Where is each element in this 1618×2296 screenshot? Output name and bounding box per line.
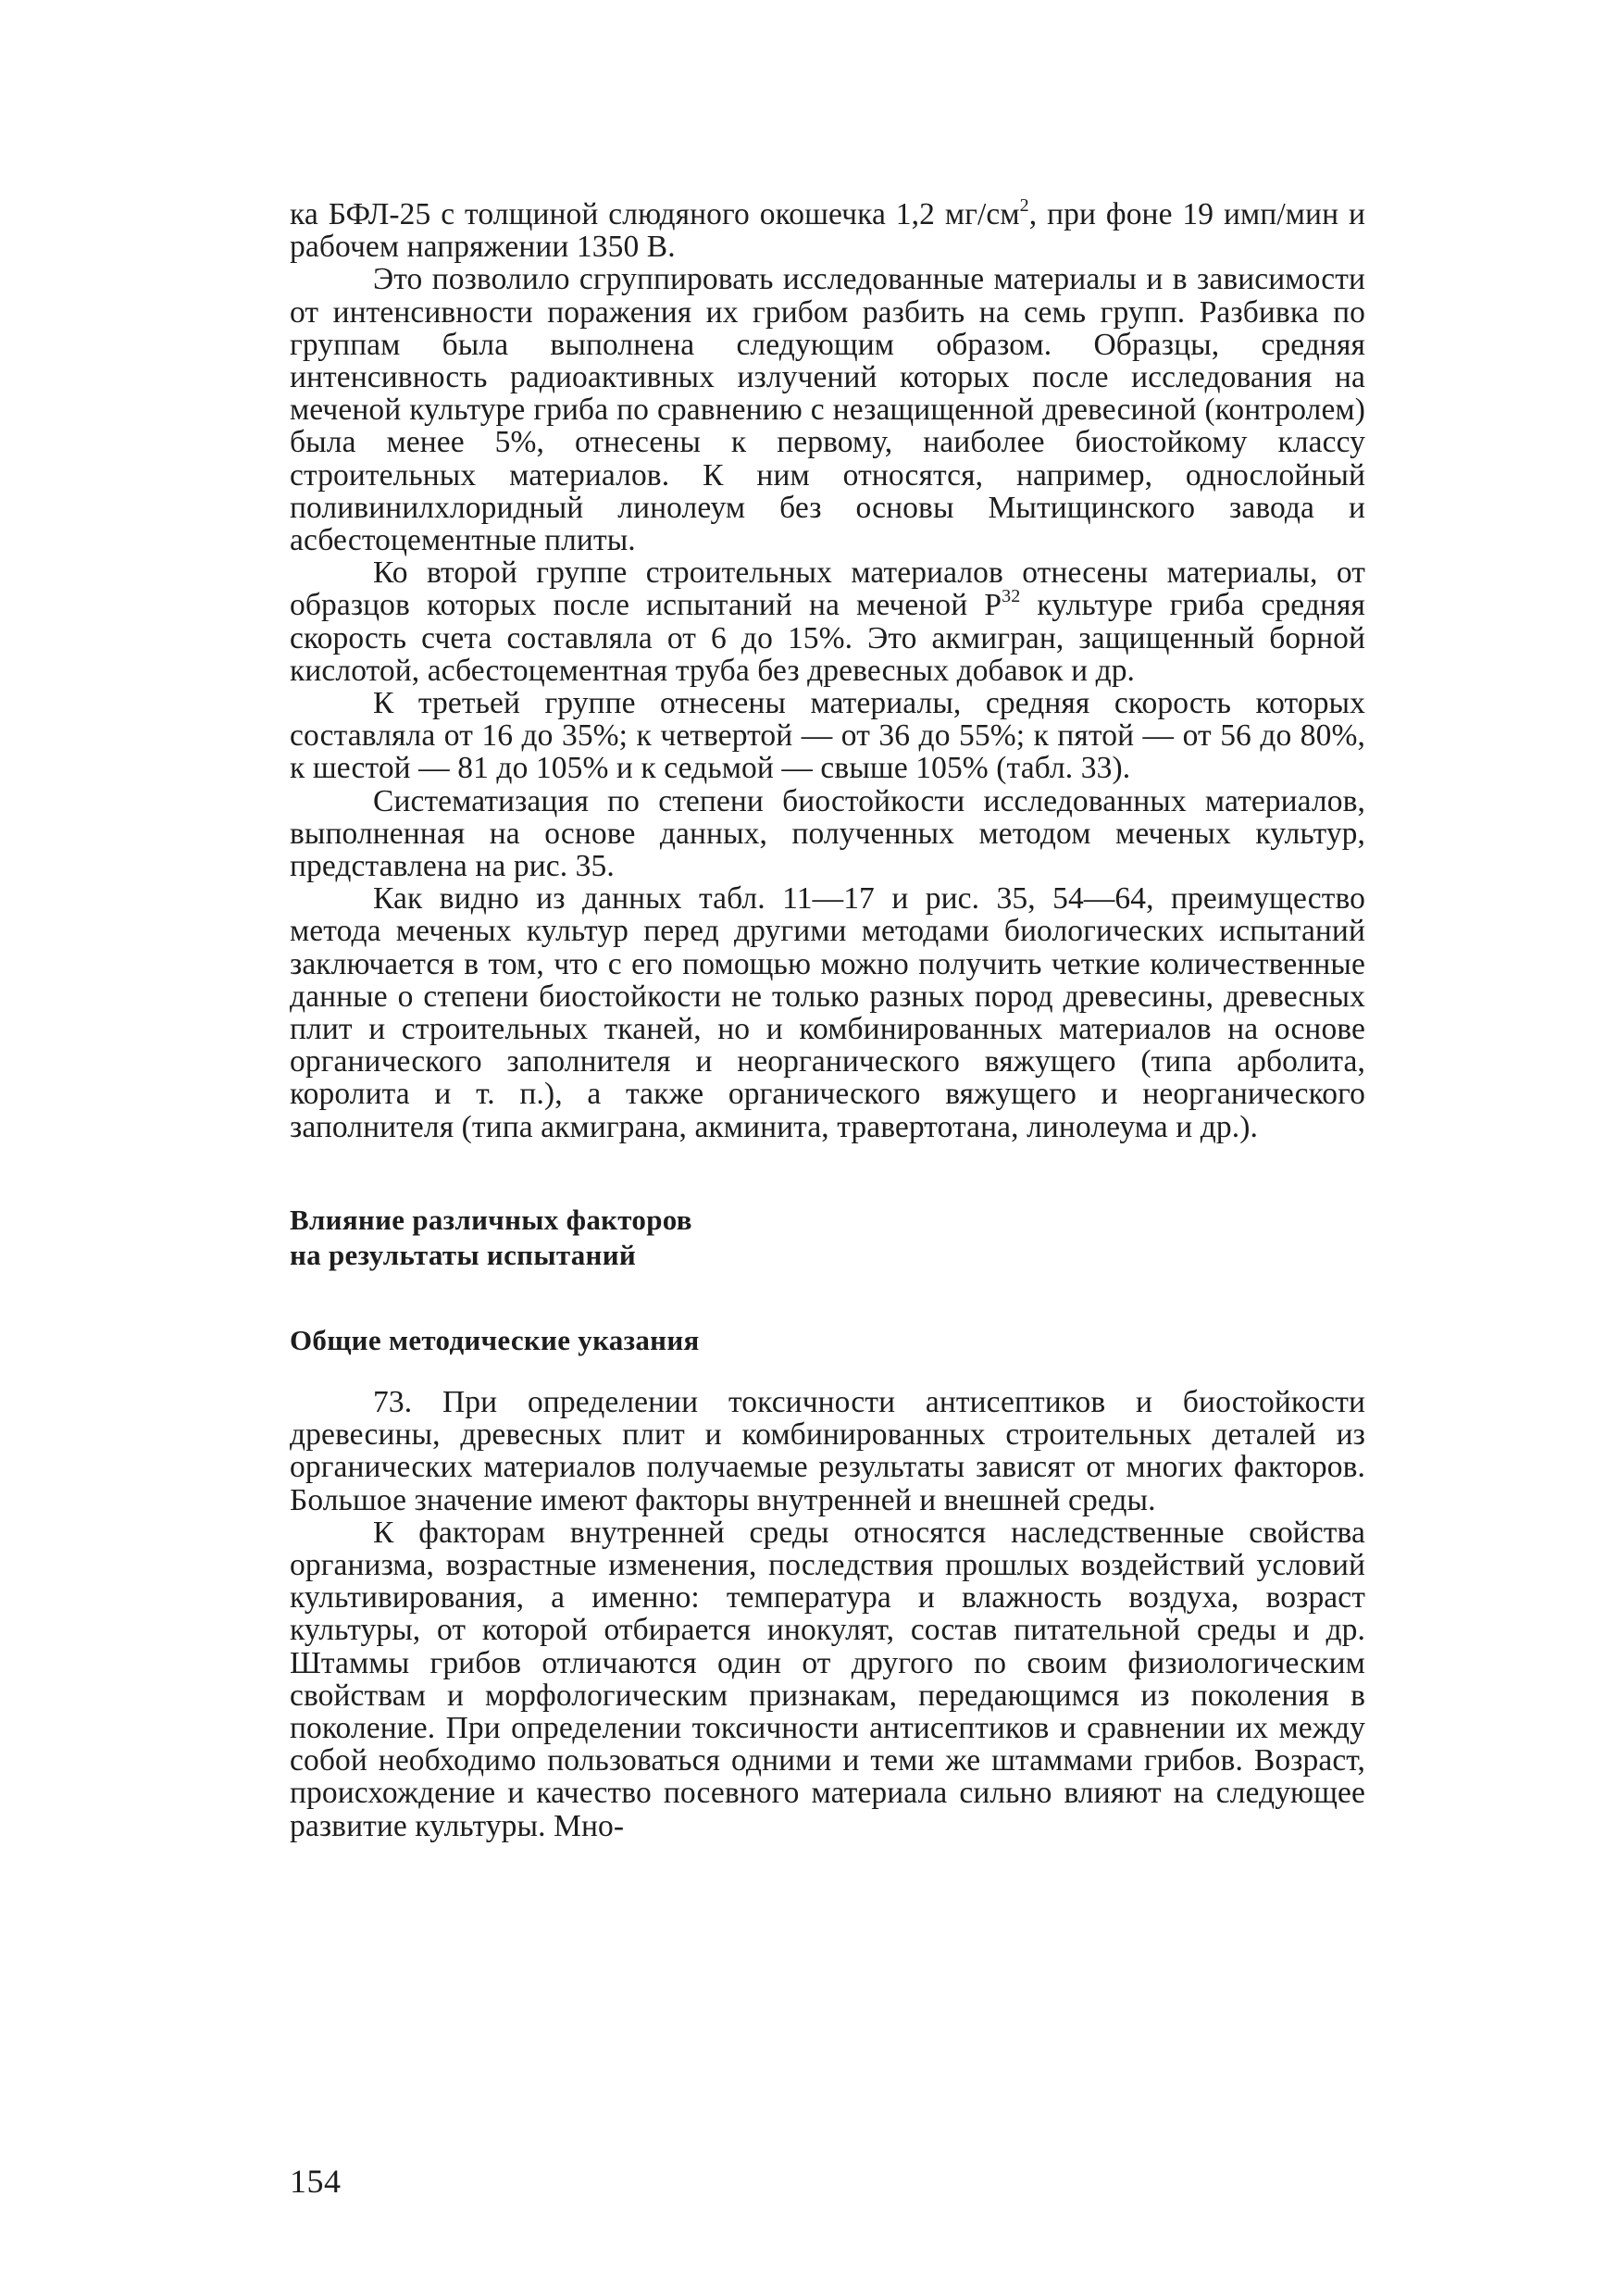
paragraph-3-text-b: культуре гриба средняя скорость счета составляла от 6 до 15%. Это акмигран, защищенный борной кислотой, асбестоцементная труба без древесных добавок и др. [290,588,1365,688]
section-heading-line-2: на результаты испытаний [290,1238,637,1271]
page-body [290,195,1365,1843]
paragraph-systematization: Систематизация по степени биостойкости исследованных материалов, выполненная на основе данных, полученных методом меченых культур, представлена на рис. 35. [290,783,1365,884]
section-heading [290,1203,1365,1273]
paragraph-1-text-a: ка БФЛ-25 с толщиной слюдяного окошечка 1,2 мг/см [290,197,1020,231]
paragraph-grouping: Это позволило сгруппировать исследованные материалы и в зависимости от интенсивности поражения их грибом разбить на семь групп. Разбивка по группам была выполнена следующим образом. Образцы, средняя интенсивность радиоактивных излучений которых после исследования на меченой культуре гриба по сравнению с незащищенной древесиной (контролем) была менее 5%, отнесены к первому, наиболее биостойкому классу строительных материалов. К ним относятся, например, однослойный поливинилхлоридный линолеум без основы Мытищинского завода и асбестоцементные плиты. [290,262,1365,558]
paragraph-advantage: Как видно из данных табл. 11—17 и рис. 35, 54—64, преимущество метода меченых культур перед другими методами биологических испытаний заключается в том, что с его помощью можно получить четкие количественные данные о степени биостойкости не только разных пород древесины, древесных плит и строительных тканей, но и комбинированных материалов на основе органического заполнителя и неорганического вяжущего (типа арболита, королита и т. п.), а также органического вяжущего и неорганического заполнителя (типа акмиграна, акминита, травертотана, линолеума и др.). [290,881,1365,1144]
paragraph-1-text-b: , при фоне 19 имп/мин и рабочем напряжении 1350 В. [290,197,1365,265]
paragraph-continuation [290,195,1365,265]
paragraph-third-group: К третьей группе отнесены материалы, средняя скорость которых составляла от 16 до 35%; к четвертой — от 36 до 55%; к пятой — от 56 до 80%, к шестой — 81 до 105% и к седьмой — свыше 105% (табл. 33). [290,686,1365,786]
paragraph-second-group [290,556,1365,687]
paragraph-73: 73. При определении токсичности антисептиков и биостойкости древесины, древесных плит и комбинированных строительных деталей из органических материалов получаемые результаты зависят от многих факторов. Большое значение имеют факторы внутренней и внешней среды. [290,1384,1365,1517]
paragraph-3-text-a: Ко второй группе строительных материалов отнесены материалы, от образцов которых после испытаний на меченой Р [290,555,1365,623]
superscript-2: 2 [1019,195,1029,216]
superscript-32: 32 [1002,586,1021,607]
page-number: 154 [290,2163,342,2200]
subsection-heading: Общие методические указания [290,1323,700,1356]
section-heading-line-1: Влияние различных факторов [290,1203,692,1236]
paragraph-internal-factors: К факторам внутренней среды относятся наследственные свойства организма, возрастные изменения, последствия прошлых воздействий условий культивирования, а именно: температура и влажность воздуха, возраст культуры, от которой отбирается инокулят, состав питательной среды и др. Штаммы грибов отличаются один от другого по своим физиологическим свойствам и морфологическим признакам, передающимся из поколения в поколение. При определении токсичности антисептиков и сравнении их между собой необходимо пользоваться одними и теми же штаммами грибов. Возраст, происхождение и качество посевного материала сильно влияют на следующее развитие культуры. Мно- [290,1515,1365,1843]
